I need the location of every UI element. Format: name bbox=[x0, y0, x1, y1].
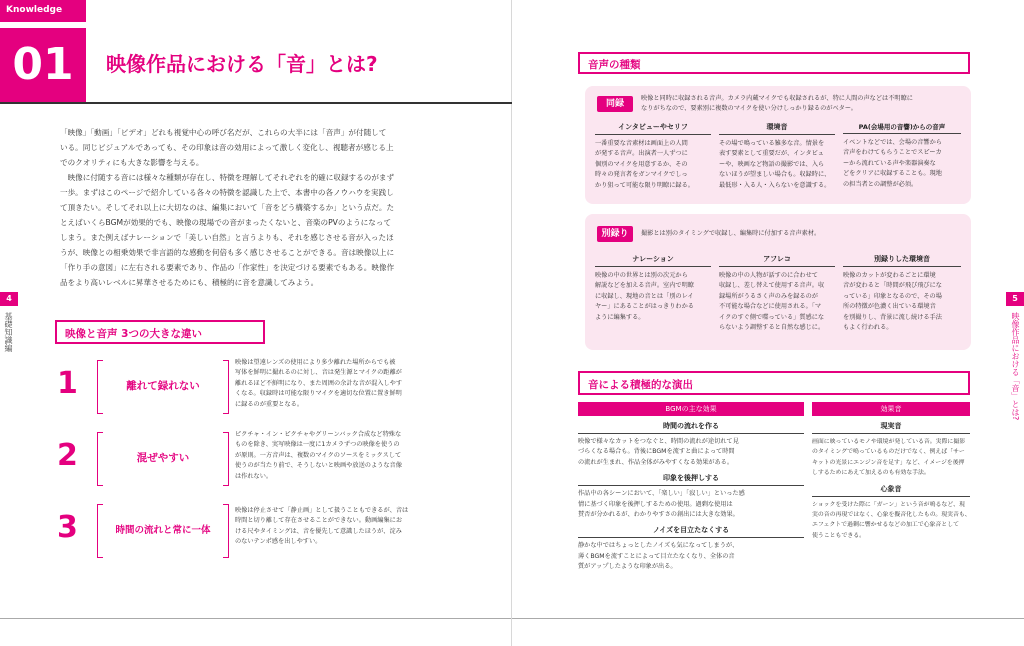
column-line: イクのすぐ側で喋っている」質感にな bbox=[719, 313, 825, 321]
desc-line: 映像は望遠レンズの使用により多少離れた場所からでも被 bbox=[235, 359, 396, 366]
left-bottom-rule bbox=[0, 618, 511, 619]
difference-item bbox=[55, 502, 495, 562]
column-line: 録場所がうるさく声のみを録るのが bbox=[719, 292, 818, 300]
se-column bbox=[812, 402, 970, 541]
difference-item bbox=[55, 430, 495, 490]
difference-item bbox=[55, 358, 495, 418]
bgm-line: 静かな中ではちょっとしたノイズも気になってしまうが、 bbox=[578, 542, 739, 550]
desc-line: 映像と同時に収録される音声。カメラ内蔵マイクでも収録されるが、特に人間の声などは不明瞭に bbox=[641, 95, 913, 102]
column-heading: インタビューやセリフ bbox=[595, 122, 711, 135]
right-side-label: 映像作品における「音」とは? bbox=[1011, 312, 1020, 421]
column-line: 時々の発言者をガンマイクでしっ bbox=[595, 171, 688, 179]
desc-line: のないテンポ感を出しやすい。 bbox=[235, 538, 322, 546]
column-line: ないほうが望ましい場合も。収録時に、 bbox=[719, 171, 831, 179]
betsudori-column bbox=[843, 254, 961, 333]
bgm-item-heading: ノイズを目立たなくする bbox=[578, 525, 804, 538]
intro-line: 映像に付随する音には様々な種類が存在し、特徴を理解してそれぞれを的確に収録するのがまず bbox=[60, 173, 395, 182]
page-spine bbox=[511, 0, 512, 646]
bgm-line: 賛否が分かれるが、わかりやすさの創出には大きな効果。 bbox=[578, 511, 739, 519]
bgm-line: づらくなる場合も。背後にBGMを流すと曲によって時間 bbox=[578, 448, 735, 456]
right-bottom-rule bbox=[512, 618, 1024, 619]
bgm-line: 映像で様々なカットをつなぐと、時間の流れが途切れて見 bbox=[578, 438, 739, 445]
column-line: に収録し、現地の音とは「別のレイ bbox=[595, 292, 694, 300]
column-line: かり狙って可能な限り明瞭に録る。 bbox=[595, 181, 694, 189]
bgm-item-heading: 印象を後押しする bbox=[578, 473, 804, 486]
se-line: 使うこともできる。 bbox=[812, 532, 866, 539]
column-line: が発する音声。出演者一人ずつに bbox=[595, 150, 688, 158]
column-heading: 別録りした環境音 bbox=[843, 254, 961, 267]
desc-line: 使うのが当たり前で、そうしないと映画や放送のような音像 bbox=[235, 462, 402, 470]
column-line: 個別のマイクを用意するか、その bbox=[595, 160, 688, 168]
doroku-tag: 同録 bbox=[597, 96, 633, 112]
bgm-column bbox=[578, 402, 804, 573]
left-side-label: 基礎知識編 bbox=[4, 312, 13, 352]
difference-number: 3 bbox=[57, 510, 78, 545]
se-line: 画面に映っているモノや環境が発している音。実際に撮影 bbox=[812, 439, 966, 445]
desc-line: ける尺やタイミングは、音を優先して意識したほうが、淀み bbox=[235, 527, 402, 535]
left-page-number: 4 bbox=[0, 292, 18, 306]
doroku-desc bbox=[641, 94, 961, 115]
intro-line: いる。同じビジュアルであっても、その印象は音の効用によって激しく変化し、視聴者が感じる上 bbox=[60, 143, 394, 152]
se-line: 実の音の再現ではなく、心象を擬音化したもの。現実音も、 bbox=[812, 512, 971, 519]
desc-line: 写体を鮮明に撮れるのに対し、音は発生源とマイクの距離が bbox=[235, 369, 402, 377]
bgm-line: の流れが生まれ、作品全体がみやすくなる効果がある。 bbox=[578, 458, 734, 466]
desc-line: 離れるほど不鮮明になり、また周囲の余計な音が混入しやす bbox=[235, 379, 403, 387]
bgm-line: 作品中の各シーンにおいて、「楽しい」「寂しい」といった感 bbox=[578, 490, 745, 498]
desc-line: くなる。収録時は可能な限りマイクを適切な位置に置き鮮明 bbox=[235, 390, 402, 398]
difference-number: 2 bbox=[57, 438, 78, 473]
intro-text bbox=[60, 125, 480, 290]
desc-line: 時間と切り離して存在させることができない。動画編集にお bbox=[235, 517, 403, 525]
se-bar: 効果音 bbox=[812, 402, 970, 416]
se-line: キットの光景にエンジン音を足す」など、イメージを後押 bbox=[812, 459, 965, 466]
column-line: その場で鳴っている雑多な音。情景を bbox=[719, 140, 825, 147]
column-line: ーや、映画など物語の撮影では、入ら bbox=[719, 160, 825, 168]
column-line: 音が変わると「時間が飛び飛びにな bbox=[843, 282, 942, 290]
difference-number: 1 bbox=[57, 366, 78, 401]
betsudori-desc: 撮影とは別のタイミングで収録し、編集時に付加する音声素材。 bbox=[641, 230, 821, 237]
intro-line: うが、映像との相乗効果で非言語的な感動を何倍も多く感じさせることができる。音は映像以上に bbox=[60, 248, 395, 257]
bgm-line: 薄くBGMを流すことによって目立たなくなり、全体の音 bbox=[578, 552, 735, 560]
se-line: のタイミングで鳴っているものだけでなく、例えば「サー bbox=[812, 449, 965, 456]
desc-line: ものを除き、実写映像は一度に1カメラずつの映像を使うの bbox=[235, 441, 400, 449]
column-line: 一番重要な音素材は画面上の人間 bbox=[595, 140, 688, 147]
se-line: ショックを受けた際に「ガーン」という音が鳴るなど、現 bbox=[812, 501, 965, 508]
section-title-voice-types: 音声の種類 bbox=[578, 52, 970, 74]
se-item-heading: 現実音 bbox=[812, 421, 970, 434]
section-title-differences: 映像と音声 3つの大きな違い bbox=[55, 320, 265, 344]
se-item-heading: 心象音 bbox=[812, 484, 970, 497]
column-line: 不可能な場合などに使用される。「マ bbox=[719, 303, 822, 311]
bgm-bar: BGMの主な効果 bbox=[578, 402, 804, 416]
column-line: ヤー」にあることがはっきりわかる bbox=[595, 303, 694, 311]
intro-line: 品をより高いレベルに昇華させるためにも、積極的に音を意識してみよう。 bbox=[60, 278, 319, 287]
column-line: の担当者との調整が必須。 bbox=[843, 180, 918, 188]
column-line: 映像の中の人物が話すのに合わせて bbox=[719, 272, 818, 279]
intro-line: て頂きたい。そしてそれ以上に大切なのは、編集において「音をどう構築するか」という点だ。た bbox=[60, 203, 395, 212]
difference-title: 時間の流れと常に一体 bbox=[115, 525, 211, 536]
se-line: しするためにあえて加えるのも有効な手法。 bbox=[812, 470, 930, 477]
title-rule bbox=[0, 102, 512, 104]
column-line: 解説などを加える音声。室内で明瞭 bbox=[595, 282, 694, 290]
column-line: ように編集する。 bbox=[595, 313, 645, 321]
bgm-line: 情に基づく印象を後押しするための使用。過剰な使用は bbox=[578, 500, 733, 508]
column-line: 収録し、差し替えて使用する音声。収 bbox=[719, 282, 825, 290]
doroku-panel bbox=[585, 86, 971, 204]
desc-line: に録るのが重要となる。 bbox=[235, 400, 304, 408]
se-line: エフェクトで過剰に響かせるなどの加工で心象音として bbox=[812, 522, 959, 529]
desc-line: 映像は停止させて「静止画」として扱うこともできるが、音は bbox=[235, 507, 409, 514]
knowledge-label: Knowledge bbox=[0, 0, 86, 22]
intro-line: 「作り手の意図」に左右される要素であり、作品の「作家性」を決定づける要素でもある。映像作 bbox=[60, 263, 395, 272]
desc-line: なりがちなので、要素別に複数のマイクを使い分けしっかり録るのがベター。 bbox=[641, 105, 857, 113]
column-heading: PA(会場用の音響)からの音声 bbox=[843, 122, 961, 134]
bracket-right bbox=[223, 360, 229, 414]
betsudori-panel bbox=[585, 214, 971, 350]
desc-line: が原則。一方音声は、複数のマイクのソースをミックスして bbox=[235, 451, 402, 459]
column-line: 最低形・入る人・入らないを意識する。 bbox=[719, 181, 831, 189]
column-line: 表す要素として重要だが、インタビュ bbox=[719, 150, 824, 158]
column-heading: 環境音 bbox=[719, 122, 835, 135]
intro-line: とえばいくらBGMが効果的でも、映像の現場での音がまったくないと、音楽のPVのようになって bbox=[60, 218, 392, 227]
column-line: 映像の中の世界とは別の次元から bbox=[595, 272, 688, 279]
difference-title: 混ぜやすい bbox=[136, 452, 190, 464]
column-line: らないよう調整すると自然な感じに。 bbox=[719, 324, 825, 332]
column-line: 音声をわけてもらうことでスピーカ bbox=[843, 149, 942, 157]
bgm-line: 質がアップしたような印象が出る。 bbox=[578, 563, 677, 571]
intro-line: でのクオリティにも大きな影響を与える。 bbox=[60, 158, 204, 167]
column-line: っている」印象となるので、その場 bbox=[843, 292, 942, 300]
doroku-column bbox=[595, 122, 711, 191]
desc-line: ピクチャ・イン・ピクチャやグリーンバック合成など特殊な bbox=[235, 431, 402, 438]
column-line: イベントなどでは、会場の音響から bbox=[843, 139, 942, 146]
doroku-column bbox=[719, 122, 835, 191]
column-heading: ナレーション bbox=[595, 254, 711, 267]
doroku-column bbox=[843, 122, 961, 190]
intro-line: 一歩。まずはこのページで紹介している各々の特徴を認識した上で、本書中の各ノウハウを実践し bbox=[60, 188, 394, 197]
bgm-item-heading: 時間の流れを作る bbox=[578, 421, 804, 434]
difference-desc bbox=[235, 506, 475, 548]
difference-title: 離れて録れない bbox=[126, 380, 200, 392]
column-line: 映像のカットが変わるごとに環境 bbox=[843, 272, 936, 279]
right-page-number: 5 bbox=[1006, 292, 1024, 306]
difference-desc bbox=[235, 358, 475, 410]
desc-line: は作れない。 bbox=[235, 472, 273, 480]
bracket-right bbox=[223, 432, 229, 486]
difference-desc bbox=[235, 430, 475, 482]
chapter-number: 01 bbox=[0, 28, 86, 102]
column-line: 所の特徴が色濃く出ている環境音 bbox=[843, 303, 936, 311]
column-line: を別撮りし、背景に流し続ける手法 bbox=[843, 313, 942, 321]
intro-line: 「映像」「動画」「ビデオ」どれも視覚中心の呼び名だが、これらの大半には「音声」が付随して bbox=[60, 128, 387, 137]
column-line: ーから流れている声や楽器演奏な bbox=[843, 159, 936, 167]
intro-line: しまう。また例えばナレーションで「美しい自然」と言うよりも、それを感じさせる音が入ったほ bbox=[60, 233, 394, 242]
betsudori-column bbox=[595, 254, 711, 323]
bracket-right bbox=[223, 504, 229, 558]
column-line: どをクリアに収録することも。現地 bbox=[843, 170, 942, 178]
column-line: もよく行われる。 bbox=[843, 324, 893, 332]
page-title: 映像作品における「音」とは? bbox=[106, 52, 378, 76]
betsudori-tag: 別録り bbox=[597, 226, 633, 242]
betsudori-column bbox=[719, 254, 835, 333]
column-heading: アフレコ bbox=[719, 254, 835, 267]
section-title-sound-direction: 音による積極的な演出 bbox=[578, 371, 970, 395]
